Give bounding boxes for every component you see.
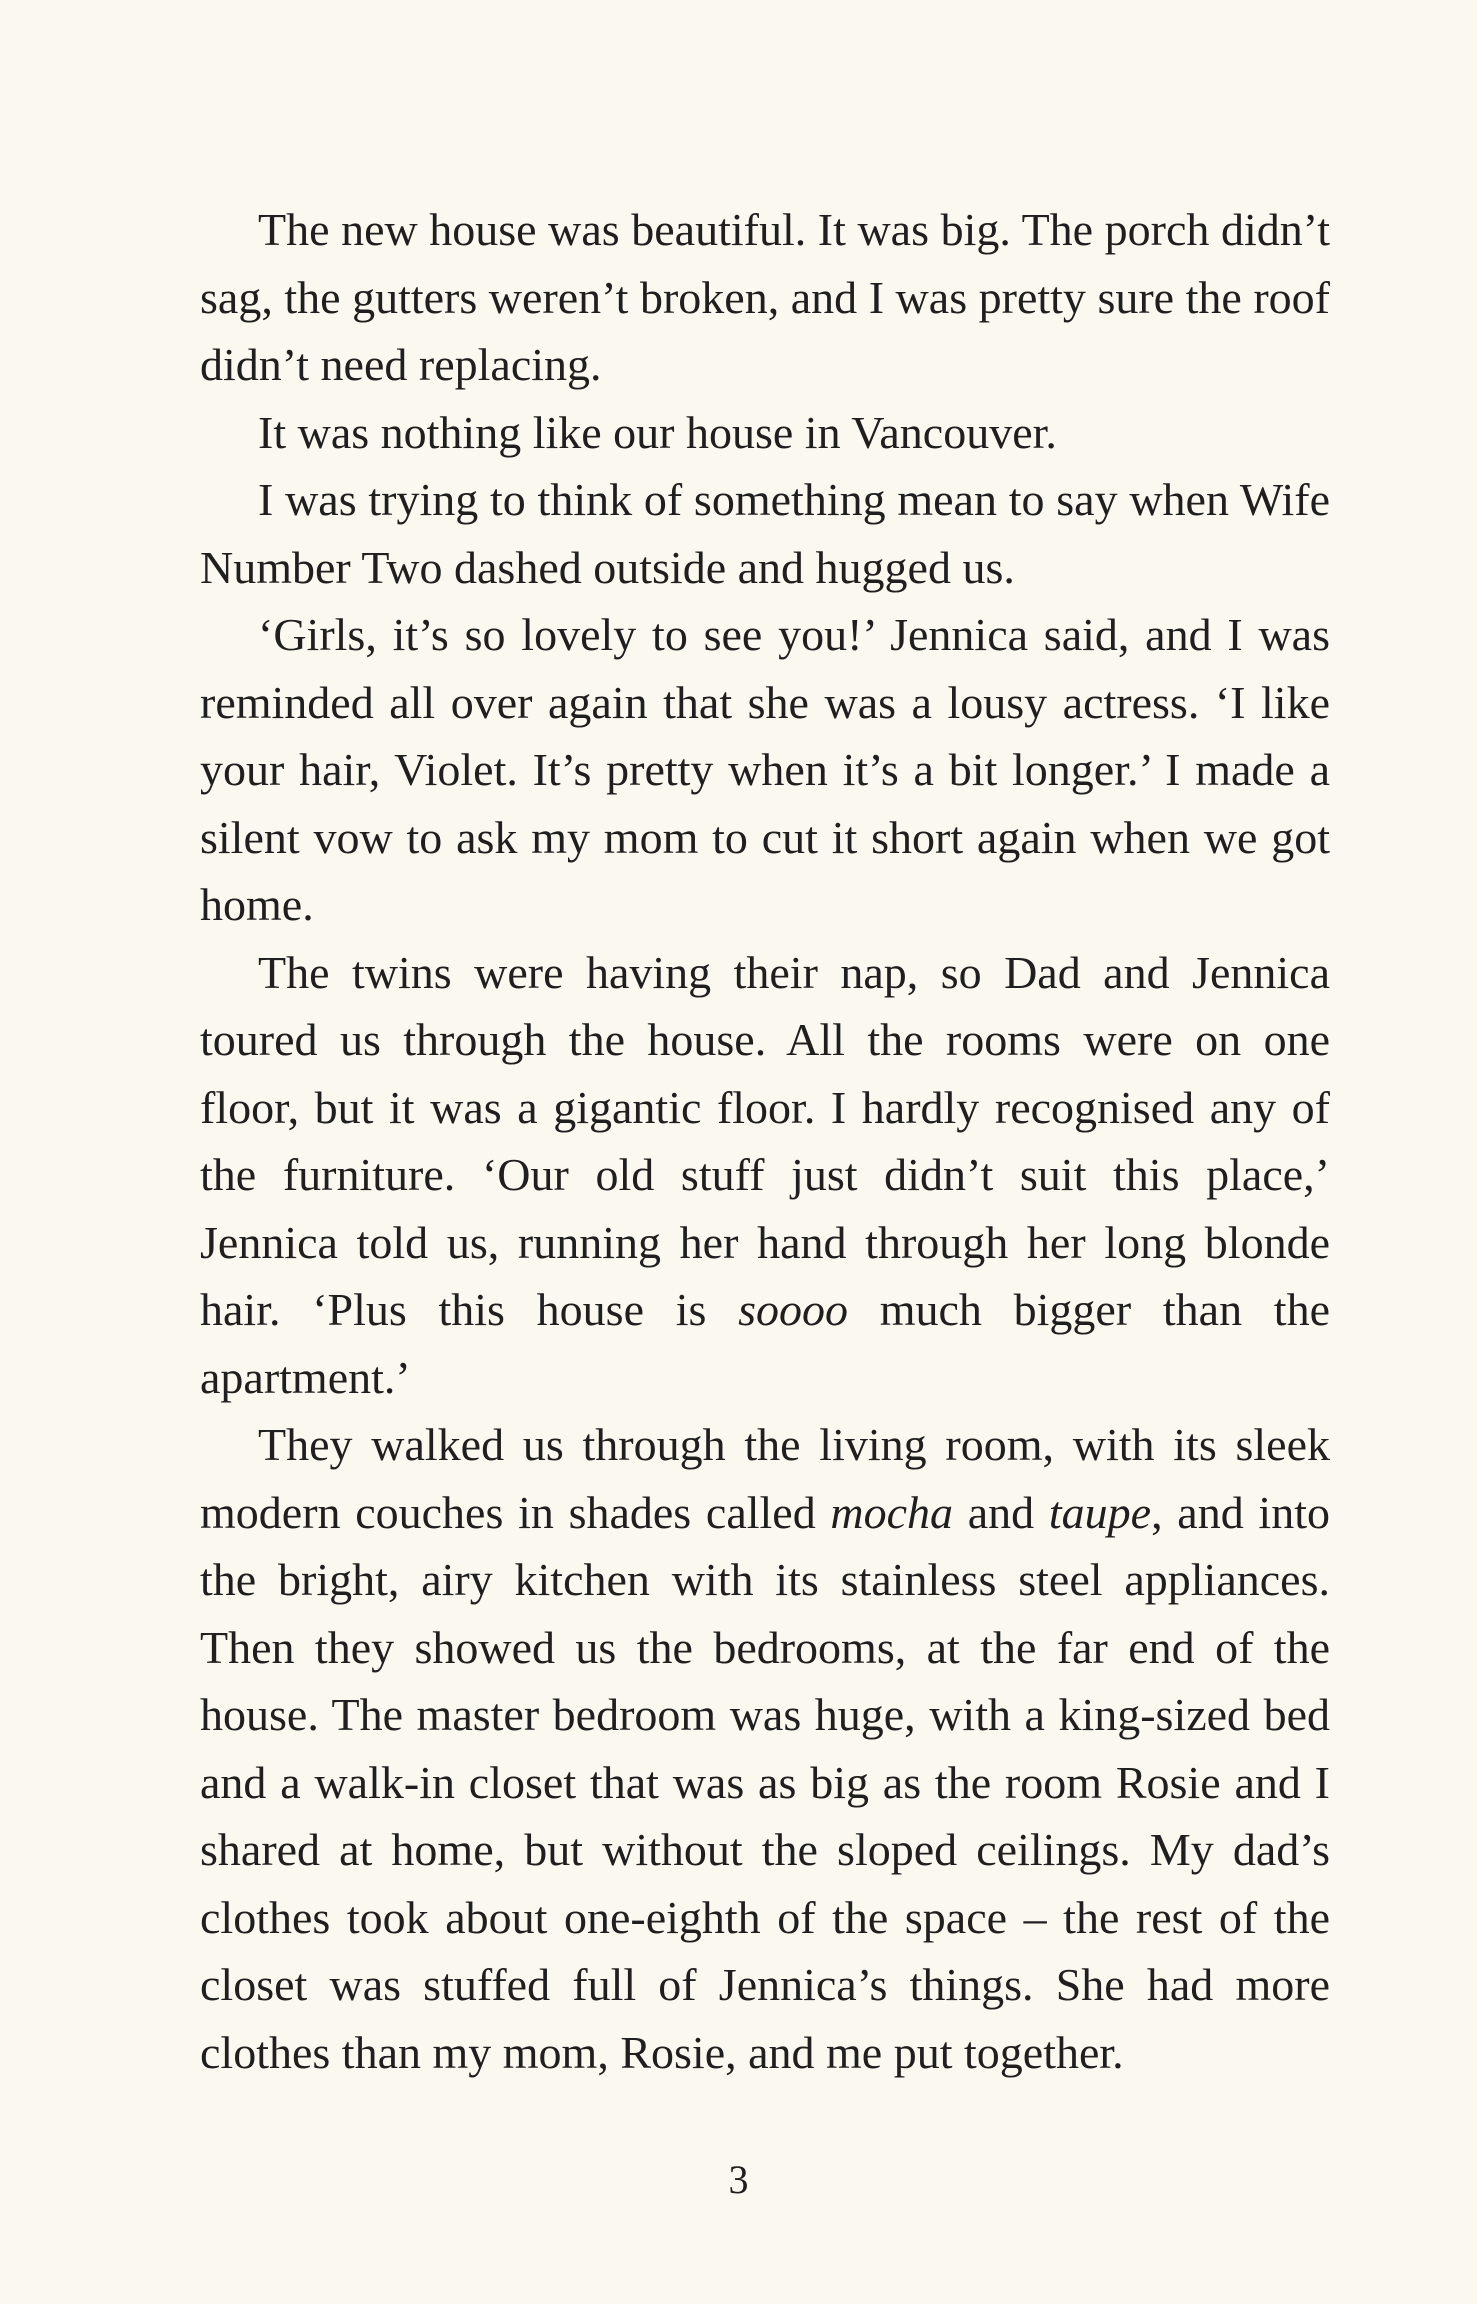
page-number: 3 (728, 2157, 749, 2202)
emphasis-text: taupe (1048, 1486, 1152, 1538)
paragraph (200, 1411, 1330, 2086)
paragraph-text: , and into the bright, airy kitchen with its stainless steel appliances. Then they showed us the bedrooms, at the far end of the house. The master bedroom was huge, with a king-sized bed and a walk-in closet that was as big as the room Rosie and I shared at home, but without the sloped ceilings. My dad’s clothes took about one-eighth of the space – the rest of the closet was stuffed full of Jennica’s things. She had more clothes than my mom, Rosie, and me put together. (200, 1486, 1330, 2078)
emphasis-text: mocha (830, 1486, 954, 1538)
paragraph-text: and (953, 1486, 1049, 1538)
body-text (200, 196, 1330, 2086)
paragraph-text: The twins were having their nap, so Dad and Jennica toured us through the house. All the rooms were on one floor, but it was a gigantic floor. I hardly recognised any of the furniture. ‘Our old stuff just didn’t suit this place,’ Jennica told us, running her hand through her long blonde hair. ‘Plus this house is (200, 946, 1330, 1335)
paragraph (200, 466, 1330, 601)
paragraph-text: The new house was beautiful. It was big. The porch didn’t sag, the gutters weren’t broken, and I was pretty sure the roof didn’t need replacing. (200, 204, 1330, 390)
paragraph (200, 196, 1330, 399)
paragraph-text: ‘Girls, it’s so lovely to see you!’ Jennica said, and I was reminded all over again that she was a lousy actress. ‘I like your hair, Violet. It’s pretty when it’s a bit longer.’ I made a silent vow to ask my mom to cut it short again when we got home. (200, 609, 1330, 930)
emphasis-text: soooo (738, 1284, 849, 1335)
paragraph (200, 939, 1330, 1412)
paragraph-text: I was trying to think of something mean to say when Wife Number Two dashed outside and hugged us. (200, 474, 1330, 593)
paragraph-text: much bigger than the apartment.’ (200, 1284, 1330, 1403)
paragraph (200, 399, 1330, 467)
paragraph (200, 601, 1330, 939)
paragraph-text: They walked us through the living room, with its sleek modern couches in shades called (200, 1419, 1330, 1538)
paragraph-text: It was nothing like our house in Vancouver. (258, 406, 1057, 458)
